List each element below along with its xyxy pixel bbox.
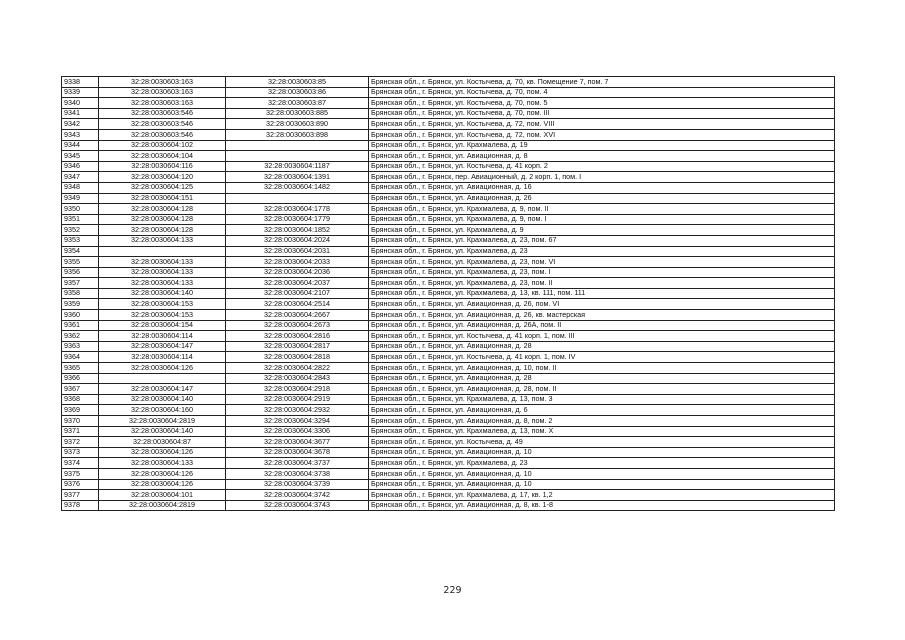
table-row <box>62 129 835 140</box>
object-cadastral-number-cell: 32:28:0030604:2816 <box>226 331 369 342</box>
land-cadastral-number-cell: 32:28:0030604:102 <box>99 140 226 151</box>
address-cell: Брянская обл., г. Брянск, ул. Авиационная, д. 28, пом. II <box>369 384 835 395</box>
table-row <box>62 172 835 183</box>
row-number-cell: 9353 <box>62 235 99 246</box>
address-cell: Брянская обл., г. Брянск, ул. Костычева, д. 70, пом. 5 <box>369 98 835 109</box>
address-cell: Брянская обл., г. Брянск, ул. Авиационная, д. 6 <box>369 405 835 416</box>
row-number-cell: 9349 <box>62 193 99 204</box>
object-cadastral-number-cell: 32:28:0030604:3294 <box>226 416 369 427</box>
address-cell: Брянская обл., г. Брянск, ул. Крахмалева, д. 13, пом. 3 <box>369 394 835 405</box>
object-cadastral-number-cell <box>226 140 369 151</box>
object-cadastral-number-cell: 32:28:0030604:3306 <box>226 426 369 437</box>
table-row <box>62 352 835 363</box>
row-number-cell: 9368 <box>62 394 99 405</box>
land-cadastral-number-cell: 32:28:0030604:133 <box>99 458 226 469</box>
table-row <box>62 182 835 193</box>
address-cell: Брянская обл., г. Брянск, ул. Авиационная, д. 16 <box>369 182 835 193</box>
address-cell: Брянская обл., г. Брянск, ул. Авиационная, д. 8 <box>369 151 835 162</box>
table-row <box>62 299 835 310</box>
object-cadastral-number-cell: 32:28:0030604:1778 <box>226 204 369 215</box>
land-cadastral-number-cell: 32:28:0030604:160 <box>99 405 226 416</box>
address-cell: Брянская обл., г. Брянск, ул. Авиационная, д. 8, пом. 2 <box>369 416 835 427</box>
row-number-cell: 9345 <box>62 151 99 162</box>
row-number-cell: 9377 <box>62 490 99 501</box>
land-cadastral-number-cell: 32:28:0030604:114 <box>99 352 226 363</box>
land-cadastral-number-cell: 32:28:0030604:140 <box>99 426 226 437</box>
row-number-cell: 9366 <box>62 373 99 384</box>
object-cadastral-number-cell: 32:28:0030604:2818 <box>226 352 369 363</box>
land-cadastral-number-cell: 32:28:0030604:133 <box>99 257 226 268</box>
row-number-cell: 9351 <box>62 214 99 225</box>
table-row <box>62 331 835 342</box>
address-cell: Брянская обл., г. Брянск, ул. Крахмалева, д. 23, пом. VI <box>369 257 835 268</box>
row-number-cell: 9339 <box>62 87 99 98</box>
object-cadastral-number-cell: 32:28:0030604:2107 <box>226 288 369 299</box>
land-cadastral-number-cell: 32:28:0030604:116 <box>99 161 226 172</box>
table-row <box>62 161 835 172</box>
land-cadastral-number-cell: 32:28:0030604:128 <box>99 225 226 236</box>
address-cell: Брянская обл., г. Брянск, ул. Крахмалева, д. 23 <box>369 458 835 469</box>
land-cadastral-number-cell: 32:28:0030604:147 <box>99 384 226 395</box>
table-row <box>62 310 835 321</box>
row-number-cell: 9362 <box>62 331 99 342</box>
address-cell: Брянская обл., г. Брянск, ул. Крахмалева, д. 9, пом. I <box>369 214 835 225</box>
address-cell: Брянская обл., г. Брянск, ул. Костычева, д. 70, кв. Помещение 7, пом. 7 <box>369 77 835 88</box>
object-cadastral-number-cell: 32:28:0030603:87 <box>226 98 369 109</box>
land-cadastral-number-cell: 32:28:0030603:163 <box>99 87 226 98</box>
row-number-cell: 9365 <box>62 363 99 374</box>
row-number-cell: 9346 <box>62 161 99 172</box>
address-cell: Брянская обл., г. Брянск, ул. Крахмалева, д. 9 <box>369 225 835 236</box>
table-row <box>62 214 835 225</box>
object-cadastral-number-cell: 32:28:0030603:898 <box>226 129 369 140</box>
row-number-cell: 9354 <box>62 246 99 257</box>
row-number-cell: 9356 <box>62 267 99 278</box>
object-cadastral-number-cell: 32:28:0030604:2031 <box>226 246 369 257</box>
table-row <box>62 320 835 331</box>
object-cadastral-number-cell: 32:28:0030604:2822 <box>226 363 369 374</box>
land-cadastral-number-cell: 32:28:0030603:546 <box>99 119 226 130</box>
row-number-cell: 9358 <box>62 288 99 299</box>
row-number-cell: 9370 <box>62 416 99 427</box>
address-cell: Брянская обл., г. Брянск, ул. Авиационная, д. 28 <box>369 341 835 352</box>
address-cell: Брянская обл., г. Брянск, ул. Крахмалева, д. 19 <box>369 140 835 151</box>
land-cadastral-number-cell: 32:28:0030604:126 <box>99 363 226 374</box>
row-number-cell: 9344 <box>62 140 99 151</box>
land-cadastral-number-cell: 32:28:0030604:154 <box>99 320 226 331</box>
land-cadastral-number-cell: 32:28:0030604:125 <box>99 182 226 193</box>
object-cadastral-number-cell <box>226 151 369 162</box>
page-number: 229 <box>443 585 462 596</box>
table-row <box>62 225 835 236</box>
object-cadastral-number-cell: 32:28:0030604:2024 <box>226 235 369 246</box>
table-row <box>62 77 835 88</box>
row-number-cell: 9352 <box>62 225 99 236</box>
land-cadastral-number-cell: 32:28:0030603:546 <box>99 129 226 140</box>
address-cell: Брянская обл., г. Брянск, ул. Костычева, д. 41 корп. 2 <box>369 161 835 172</box>
land-cadastral-number-cell: 32:28:0030603:546 <box>99 108 226 119</box>
row-number-cell: 9355 <box>62 257 99 268</box>
land-cadastral-number-cell: 32:28:0030604:126 <box>99 447 226 458</box>
object-cadastral-number-cell: 32:28:0030604:3678 <box>226 447 369 458</box>
object-cadastral-number-cell: 32:28:0030604:1852 <box>226 225 369 236</box>
land-cadastral-number-cell: 32:28:0030604:126 <box>99 468 226 479</box>
table-row <box>62 373 835 384</box>
address-cell: Брянская обл., г. Брянск, ул. Костычева, д. 72, пом. VIII <box>369 119 835 130</box>
land-cadastral-number-cell: 32:28:0030604:153 <box>99 299 226 310</box>
address-cell: Брянская обл., г. Брянск, ул. Крахмалева, д. 17, кв. 1,2 <box>369 490 835 501</box>
land-cadastral-number-cell: 32:28:0030604:140 <box>99 288 226 299</box>
row-number-cell: 9360 <box>62 310 99 321</box>
address-cell: Брянская обл., г. Брянск, ул. Крахмалева, д. 9, пом. II <box>369 204 835 215</box>
table-row <box>62 151 835 162</box>
object-cadastral-number-cell: 32:28:0030604:2919 <box>226 394 369 405</box>
row-number-cell: 9364 <box>62 352 99 363</box>
object-cadastral-number-cell: 32:28:0030604:2033 <box>226 257 369 268</box>
table-row <box>62 479 835 490</box>
address-cell: Брянская обл., г. Брянск, ул. Крахмалева, д. 23 <box>369 246 835 257</box>
land-cadastral-number-cell: 32:28:0030604:153 <box>99 310 226 321</box>
row-number-cell: 9373 <box>62 447 99 458</box>
table-row <box>62 468 835 479</box>
row-number-cell: 9359 <box>62 299 99 310</box>
land-cadastral-number-cell: 32:28:0030604:104 <box>99 151 226 162</box>
table-row <box>62 416 835 427</box>
object-cadastral-number-cell: 32:28:0030604:2932 <box>226 405 369 416</box>
address-cell: Брянская обл., г. Брянск, ул. Костычева, д. 41 корп. 1, пом. IV <box>369 352 835 363</box>
land-cadastral-number-cell: 32:28:0030604:128 <box>99 214 226 225</box>
row-number-cell: 9369 <box>62 405 99 416</box>
table-row <box>62 490 835 501</box>
land-cadastral-number-cell: 32:28:0030604:101 <box>99 490 226 501</box>
row-number-cell: 9376 <box>62 479 99 490</box>
table-row <box>62 394 835 405</box>
address-cell: Брянская обл., г. Брянск, ул. Авиационная, д. 10 <box>369 479 835 490</box>
table-row <box>62 246 835 257</box>
object-cadastral-number-cell: 32:28:0030604:1482 <box>226 182 369 193</box>
address-cell: Брянская обл., г. Брянск, ул. Авиационная, д. 10 <box>369 468 835 479</box>
object-cadastral-number-cell: 32:28:0030603:85 <box>226 77 369 88</box>
address-cell: Брянская обл., г. Брянск, ул. Авиационная, д. 10, пом. II <box>369 363 835 374</box>
registry-table-body <box>62 77 835 511</box>
row-number-cell: 9338 <box>62 77 99 88</box>
table-row <box>62 204 835 215</box>
address-cell: Брянская обл., г. Брянск, ул. Авиационная, д. 26, кв. мастерская <box>369 310 835 321</box>
address-cell: Брянская обл., г. Брянск, ул. Крахмалева, д. 13, кв. 111, пом. 111 <box>369 288 835 299</box>
object-cadastral-number-cell: 32:28:0030604:2037 <box>226 278 369 289</box>
address-cell: Брянская обл., г. Брянск, ул. Авиационная, д. 10 <box>369 447 835 458</box>
row-number-cell: 9378 <box>62 500 99 511</box>
row-number-cell: 9361 <box>62 320 99 331</box>
table-row <box>62 257 835 268</box>
land-cadastral-number-cell: 32:28:0030604:128 <box>99 204 226 215</box>
land-cadastral-number-cell: 32:28:0030604:87 <box>99 437 226 448</box>
object-cadastral-number-cell: 32:28:0030604:1187 <box>226 161 369 172</box>
object-cadastral-number-cell: 32:28:0030603:885 <box>226 108 369 119</box>
address-cell: Брянская обл., г. Брянск, пер. Авиационный, д. 2 корп. 1, пом. I <box>369 172 835 183</box>
land-cadastral-number-cell: 32:28:0030604:151 <box>99 193 226 204</box>
land-cadastral-number-cell: 32:28:0030604:114 <box>99 331 226 342</box>
address-cell: Брянская обл., г. Брянск, ул. Костычева, д. 70, пом. 4 <box>369 87 835 98</box>
table-row <box>62 341 835 352</box>
address-cell: Брянская обл., г. Брянск, ул. Авиационная, д. 26 <box>369 193 835 204</box>
address-cell: Брянская обл., г. Брянск, ул. Крахмалева, д. 13, пом. X <box>369 426 835 437</box>
row-number-cell: 9350 <box>62 204 99 215</box>
object-cadastral-number-cell: 32:28:0030604:3739 <box>226 479 369 490</box>
object-cadastral-number-cell: 32:28:0030604:2918 <box>226 384 369 395</box>
address-cell: Брянская обл., г. Брянск, ул. Крахмалева, д. 23, пом. 67 <box>369 235 835 246</box>
object-cadastral-number-cell: 32:28:0030603:890 <box>226 119 369 130</box>
table-row <box>62 500 835 511</box>
row-number-cell: 9367 <box>62 384 99 395</box>
object-cadastral-number-cell: 32:28:0030604:2673 <box>226 320 369 331</box>
object-cadastral-number-cell: 32:28:0030604:3743 <box>226 500 369 511</box>
table-row <box>62 363 835 374</box>
table-row <box>62 108 835 119</box>
table-row <box>62 384 835 395</box>
table-row <box>62 119 835 130</box>
table-row <box>62 437 835 448</box>
land-cadastral-number-cell <box>99 373 226 384</box>
object-cadastral-number-cell: 32:28:0030604:3742 <box>226 490 369 501</box>
address-cell: Брянская обл., г. Брянск, ул. Крахмалева, д. 23, пом. II <box>369 278 835 289</box>
table-row <box>62 87 835 98</box>
address-cell: Брянская обл., г. Брянск, ул. Костычева, д. 41 корп. 1, пом. III <box>369 331 835 342</box>
table-row <box>62 458 835 469</box>
address-cell: Брянская обл., г. Брянск, ул. Костычева, д. 49 <box>369 437 835 448</box>
table-row <box>62 447 835 458</box>
table-row <box>62 267 835 278</box>
land-cadastral-number-cell: 32:28:0030603:163 <box>99 77 226 88</box>
row-number-cell: 9374 <box>62 458 99 469</box>
address-cell: Брянская обл., г. Брянск, ул. Авиационная, д. 8, кв. 1-8 <box>369 500 835 511</box>
table-row <box>62 278 835 289</box>
object-cadastral-number-cell: 32:28:0030604:1779 <box>226 214 369 225</box>
row-number-cell: 9347 <box>62 172 99 183</box>
object-cadastral-number-cell: 32:28:0030604:2843 <box>226 373 369 384</box>
row-number-cell: 9340 <box>62 98 99 109</box>
table-row <box>62 405 835 416</box>
object-cadastral-number-cell: 32:28:0030603:86 <box>226 87 369 98</box>
address-cell: Брянская обл., г. Брянск, ул. Костычева, д. 70, пом. III <box>369 108 835 119</box>
object-cadastral-number-cell: 32:28:0030604:2817 <box>226 341 369 352</box>
address-cell: Брянская обл., г. Брянск, ул. Авиационная, д. 26, пом. VI <box>369 299 835 310</box>
land-cadastral-number-cell: 32:28:0030604:2819 <box>99 416 226 427</box>
object-cadastral-number-cell: 32:28:0030604:1391 <box>226 172 369 183</box>
address-cell: Брянская обл., г. Брянск, ул. Костычева, д. 72, пом. XVI <box>369 129 835 140</box>
address-cell: Брянская обл., г. Брянск, ул. Авиационная, д. 26А, пом. II <box>369 320 835 331</box>
table-row <box>62 98 835 109</box>
land-cadastral-number-cell: 32:28:0030604:133 <box>99 235 226 246</box>
address-cell: Брянская обл., г. Брянск, ул. Авиационная, д. 28 <box>369 373 835 384</box>
object-cadastral-number-cell: 32:28:0030604:3677 <box>226 437 369 448</box>
object-cadastral-number-cell: 32:28:0030604:2036 <box>226 267 369 278</box>
land-cadastral-number-cell: 32:28:0030604:140 <box>99 394 226 405</box>
object-cadastral-number-cell: 32:28:0030604:2514 <box>226 299 369 310</box>
land-cadastral-number-cell: 32:28:0030603:163 <box>99 98 226 109</box>
row-number-cell: 9341 <box>62 108 99 119</box>
row-number-cell: 9348 <box>62 182 99 193</box>
row-number-cell: 9375 <box>62 468 99 479</box>
table-row <box>62 235 835 246</box>
row-number-cell: 9357 <box>62 278 99 289</box>
row-number-cell: 9372 <box>62 437 99 448</box>
row-number-cell: 9363 <box>62 341 99 352</box>
row-number-cell: 9342 <box>62 119 99 130</box>
land-cadastral-number-cell: 32:28:0030604:133 <box>99 267 226 278</box>
land-cadastral-number-cell: 32:28:0030604:147 <box>99 341 226 352</box>
table-row <box>62 426 835 437</box>
land-cadastral-number-cell <box>99 246 226 257</box>
land-cadastral-number-cell: 32:28:0030604:120 <box>99 172 226 183</box>
table-row <box>62 140 835 151</box>
object-cadastral-number-cell <box>226 193 369 204</box>
land-cadastral-number-cell: 32:28:0030604:2819 <box>99 500 226 511</box>
object-cadastral-number-cell: 32:28:0030604:2667 <box>226 310 369 321</box>
address-cell: Брянская обл., г. Брянск, ул. Крахмалева, д. 23, пом. I <box>369 267 835 278</box>
land-cadastral-number-cell: 32:28:0030604:133 <box>99 278 226 289</box>
row-number-cell: 9371 <box>62 426 99 437</box>
table-row <box>62 193 835 204</box>
table-row <box>62 288 835 299</box>
row-number-cell: 9343 <box>62 129 99 140</box>
object-cadastral-number-cell: 32:28:0030604:3737 <box>226 458 369 469</box>
registry-table <box>61 76 835 511</box>
land-cadastral-number-cell: 32:28:0030604:126 <box>99 479 226 490</box>
object-cadastral-number-cell: 32:28:0030604:3738 <box>226 468 369 479</box>
